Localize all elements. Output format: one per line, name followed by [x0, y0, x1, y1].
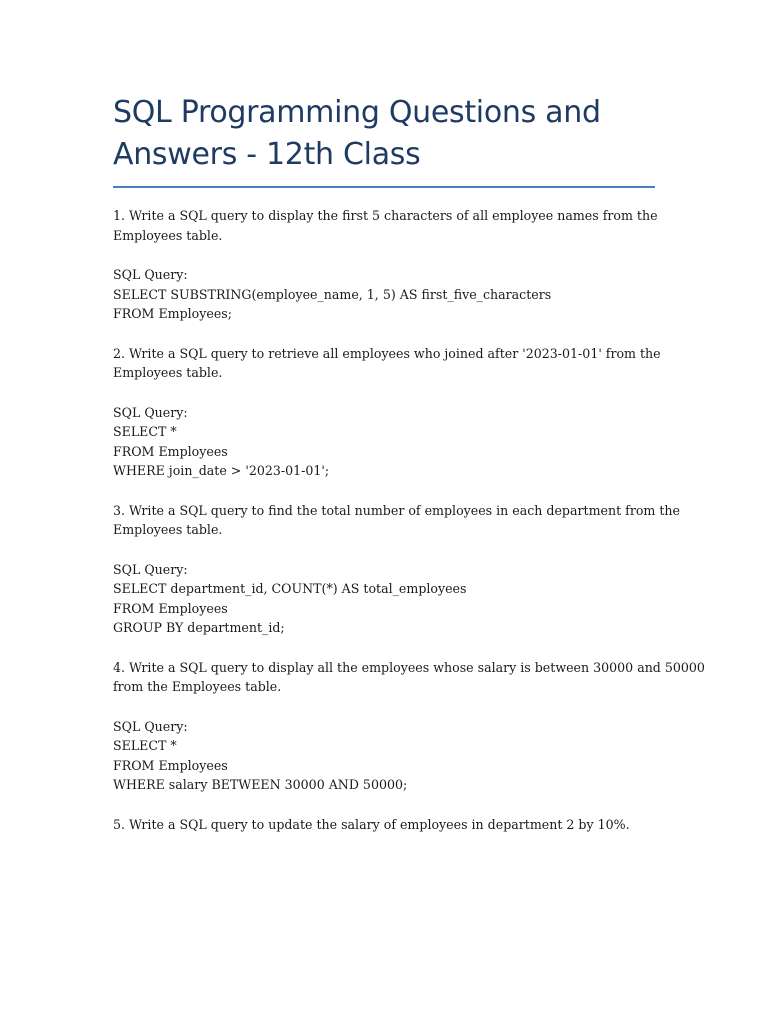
paragraph-gap	[113, 638, 655, 658]
text-line: Employees table.	[113, 365, 223, 380]
text-line: SELECT SUBSTRING(employee_name, 1, 5) AS first_five_characters	[113, 286, 552, 302]
text-line: Employees table.	[113, 522, 223, 537]
text-line: WHERE join_date > '2023-01-01';	[113, 463, 330, 478]
title-divider	[113, 186, 655, 188]
text-line: Employees table.	[113, 227, 223, 243]
text-line: SELECT department_id, COUNT(*) AS total_employees	[113, 581, 467, 596]
text-line: FROM Employees	[113, 443, 228, 459]
paragraph-gap	[113, 697, 655, 717]
paragraph-gap	[113, 540, 655, 560]
text-line: 1. Write a SQL query to display the first 5 characters of all employee names from the	[113, 208, 658, 223]
document-body	[113, 206, 705, 834]
text-line: GROUP BY department_id;	[113, 620, 285, 635]
paragraph-gap	[113, 383, 655, 403]
text-line: SQL Query:	[113, 718, 188, 734]
text-line: SELECT *	[113, 738, 177, 753]
text-line: FROM Employees;	[113, 306, 232, 321]
text-line: FROM Employees	[113, 600, 228, 616]
paragraph-gap	[113, 481, 655, 501]
text-line: 3. Write a SQL query to find the total number of employees in each department from the	[113, 502, 680, 518]
text-line: 5. Write a SQL query to update the salary of employees in department 2 by 10%.	[113, 816, 630, 832]
text-line: SQL Query:	[113, 404, 188, 420]
text-line: SQL Query:	[113, 267, 188, 282]
text-line: from the Employees table.	[113, 679, 282, 694]
text-line: SQL Query:	[113, 561, 188, 577]
paragraph-gap	[113, 245, 655, 265]
text-line: FROM Employees	[113, 757, 228, 773]
text-line: 2. Write a SQL query to retrieve all employees who joined after '2023-01-01' from the	[113, 345, 661, 361]
text-line: 4. Write a SQL query to display all the employees whose salary is between 30000 and 50000	[113, 659, 705, 675]
page-title	[113, 92, 655, 176]
paragraph-gap	[113, 324, 655, 344]
title-line-2: Answers - 12th Class	[113, 137, 421, 172]
text-line: WHERE salary BETWEEN 30000 AND 50000;	[113, 777, 408, 792]
document-page	[113, 92, 705, 834]
text-line: SELECT *	[113, 424, 177, 439]
paragraph-gap	[113, 795, 655, 815]
title-line-1: SQL Programming Questions and	[113, 95, 601, 130]
